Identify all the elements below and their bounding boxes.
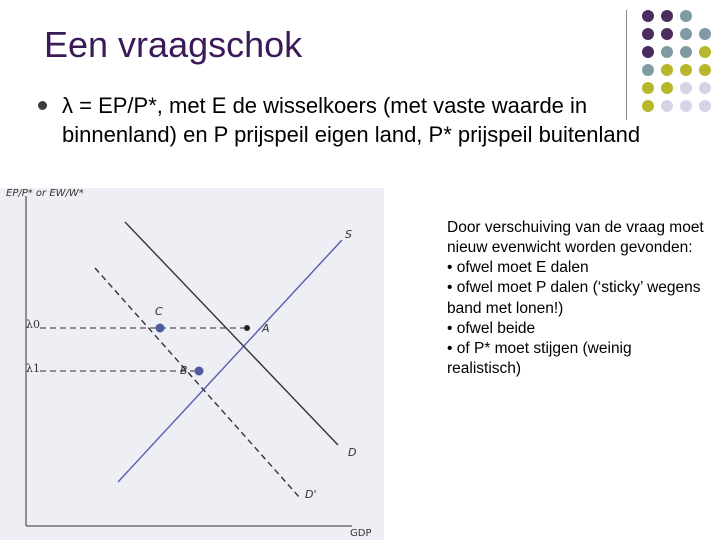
main-bullet-text: λ = EP/P*, met E de wisselkoers (met vaste waarde in binnenland) en P prijspeil eigen land, P* prijspeil buitenland [62, 93, 641, 147]
explanation-intro: Door verschuiving van de vraag moet nieuw evenwicht worden gevonden: [447, 219, 704, 257]
option-item: • ofwel beide [447, 319, 536, 337]
dot-row-3 [642, 46, 711, 58]
option-item: • ofwel moet E dalen [447, 259, 589, 277]
dot-row-1 [642, 10, 692, 22]
main-bullet [62, 92, 662, 149]
x-axis-label: GDP [350, 528, 372, 539]
option-item: • ofwel moet P dalen (‘sticky’ wegens band met lonen!) [447, 279, 701, 317]
y-axis-label: EP/P* or EW/W* [6, 188, 84, 199]
graph-background [0, 180, 384, 540]
lambda1-label: λ1 [26, 362, 40, 375]
supply-demand-graph [0, 180, 384, 540]
point-C-label: C [155, 305, 163, 318]
option-item: • of P* moet stijgen (weinig realistisch) [447, 339, 632, 377]
point-B [195, 367, 204, 376]
lambda0-label: λ0 [26, 318, 40, 331]
slide-title: Een vraagschok [44, 24, 303, 65]
point-A [244, 325, 250, 331]
dot-row-2 [642, 28, 711, 40]
explanation-panel [447, 218, 707, 379]
curve-S-label: S [345, 228, 352, 241]
point-C [156, 324, 165, 333]
dot-row-4 [642, 64, 711, 76]
curve-D1-label: D' [305, 488, 317, 501]
bullet-dot-icon [38, 101, 47, 110]
curve-D-label: D [348, 446, 357, 459]
point-B-label: B [180, 364, 188, 377]
point-A-label: A [262, 322, 270, 335]
